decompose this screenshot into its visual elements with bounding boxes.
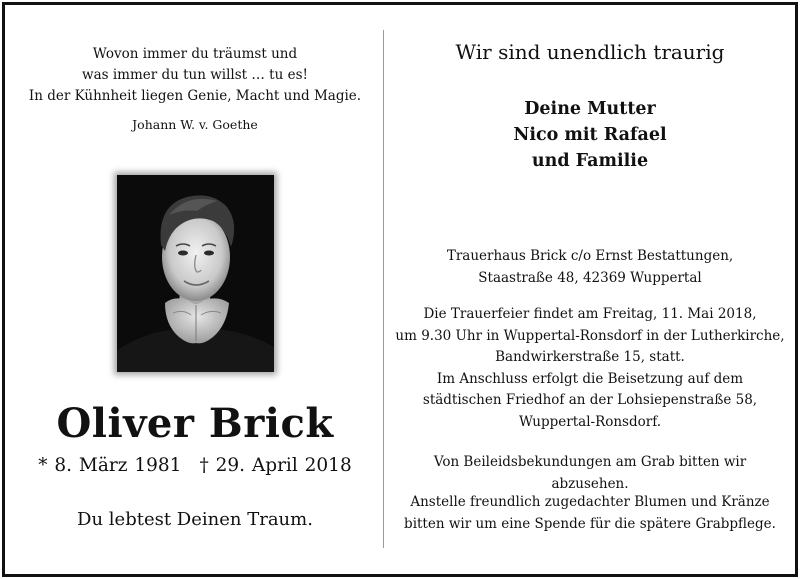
condolence-note: Von Beileidsbekundungen am Grab bitten wir abzusehen. xyxy=(433,454,747,492)
birth-date: * 8. März 1981 xyxy=(38,455,182,476)
portrait-photo xyxy=(117,175,274,372)
death-date: † 29. April 2018 xyxy=(199,455,352,476)
donation-note xyxy=(395,492,785,535)
motto: Du lebtest Deinen Traum. xyxy=(77,509,313,530)
donation-line: Anstelle freundlich zugedachter Blumen und Kränze xyxy=(410,494,770,510)
mourning-address xyxy=(395,246,785,289)
family-line: Nico mit Rafael xyxy=(513,125,667,145)
family-line: Deine Mutter xyxy=(524,99,656,119)
goethe-quote xyxy=(20,44,370,107)
ceremony-line: Bandwirkerstraße 15, statt. xyxy=(495,349,685,365)
quote-line: was immer du tun willst … tu es! xyxy=(82,67,308,83)
quote-line: Wovon immer du träumst und xyxy=(92,46,298,62)
ceremony-line: städtischen Friedhof an der Lohsiepenstraße 58, xyxy=(422,392,758,408)
quote-author: Johann W. v. Goethe xyxy=(132,117,258,132)
address-line: Staastraße 48, 42369 Wuppertal xyxy=(478,269,702,286)
ceremony-line: Im Anschluss erfolgt die Beisetzung auf dem xyxy=(436,370,744,387)
family-line: und Familie xyxy=(531,151,649,171)
ceremony-details xyxy=(395,304,785,433)
life-dates xyxy=(20,455,370,476)
ceremony-line: um 9.30 Uhr in Wuppertal-Ronsdorf in der Lutherkirche, xyxy=(395,327,785,344)
family-names xyxy=(395,96,785,174)
portrait-illustration xyxy=(117,175,274,372)
mourning-title: Wir sind unendlich traurig xyxy=(455,40,725,64)
column-divider xyxy=(383,30,384,548)
donation-line: bitten wir um eine Spende für die spätere Grabpflege. xyxy=(404,515,776,532)
ceremony-line: Die Trauerfeier findet am Freitag, 11. Mai 2018, xyxy=(423,306,757,322)
quote-line: In der Kühnheit liegen Genie, Macht und Magie. xyxy=(28,88,362,104)
deceased-name: Oliver Brick xyxy=(56,400,334,447)
address-line: Trauerhaus Brick c/o Ernst Bestattungen, xyxy=(446,248,734,264)
ceremony-line: Wuppertal-Ronsdorf. xyxy=(518,413,662,430)
